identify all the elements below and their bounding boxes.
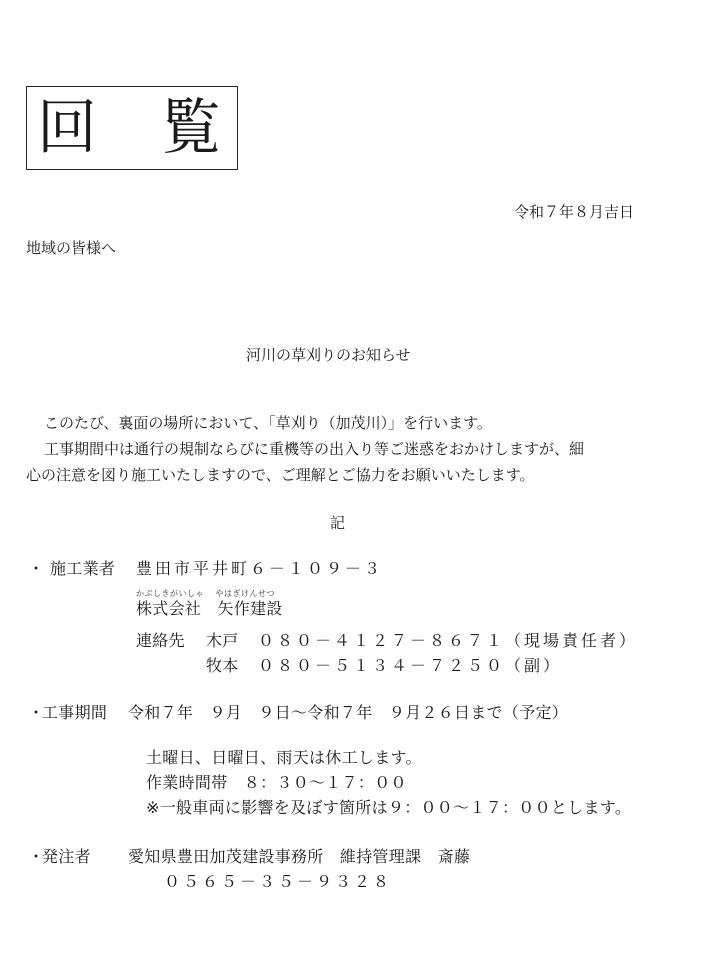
body-line-2: 工事期間中は通行の規制ならびに重機等の出入り等ご迷惑をおかけしますが、細 [44, 440, 585, 458]
period-range: 令和７年 ９月 ９日～令和７年 ９月２６日まで（予定） [128, 703, 569, 722]
contact-label: 連絡先 [136, 631, 185, 650]
contact-1-name: 木戸 [206, 631, 239, 650]
period-note-1: 土曜日、日曜日、雨天は休工します。 [146, 748, 422, 767]
period-label: 工事期間 [42, 703, 108, 722]
contact-1-phone: ０８０－４１２７－８６７１（現場責任者） [258, 631, 639, 650]
orderer-bullet: ・ [28, 847, 45, 866]
company-name: 株式会社 矢作建設 [136, 599, 283, 618]
body-line-3: 心の注意を図り施工いたしますので、ご理解とご協力をお願いいたします。 [26, 466, 535, 484]
company-ruby: かぶしきがいしゃ やはぎけんせつ [136, 589, 276, 598]
kairan-title-box [26, 86, 238, 170]
period-bullet: ・ [28, 703, 45, 722]
orderer-phone: ０５６５－３５－９３２８ [164, 872, 393, 891]
contractor-bullet: ・ [28, 559, 45, 578]
subject-title: 河川の草刈りのお知らせ [246, 346, 411, 364]
contact-2-name: 牧本 [206, 656, 239, 675]
body-line-1: このたび、裏面の場所において、「草刈り（加茂川）」を行います。 [44, 414, 492, 432]
addressee: 地域の皆様へ [26, 239, 117, 257]
contractor-label: 施工業者 [50, 559, 116, 578]
ki-heading: 記 [330, 514, 346, 532]
orderer-label: 発注者 [42, 847, 91, 866]
orderer-office: 愛知県豊田加茂建設事務所 維持管理課 斎藤 [128, 847, 471, 866]
issue-date: 令和７年８月吉日 [514, 203, 635, 221]
period-note-2: 作業時間帯 ８：３０～１７：００ [146, 773, 407, 792]
kairan-char-2: 覧 [161, 93, 221, 163]
kairan-char-1: 回 [37, 93, 97, 163]
contact-2-phone: ０８０－５１３４－７２５０（副） [258, 656, 563, 675]
contractor-address: 豊田市平井町６－１０９－３ [136, 559, 384, 578]
period-note-3: ※一般車両に影響を及ぼす箇所は９：００～１７：００とします。 [146, 798, 632, 817]
